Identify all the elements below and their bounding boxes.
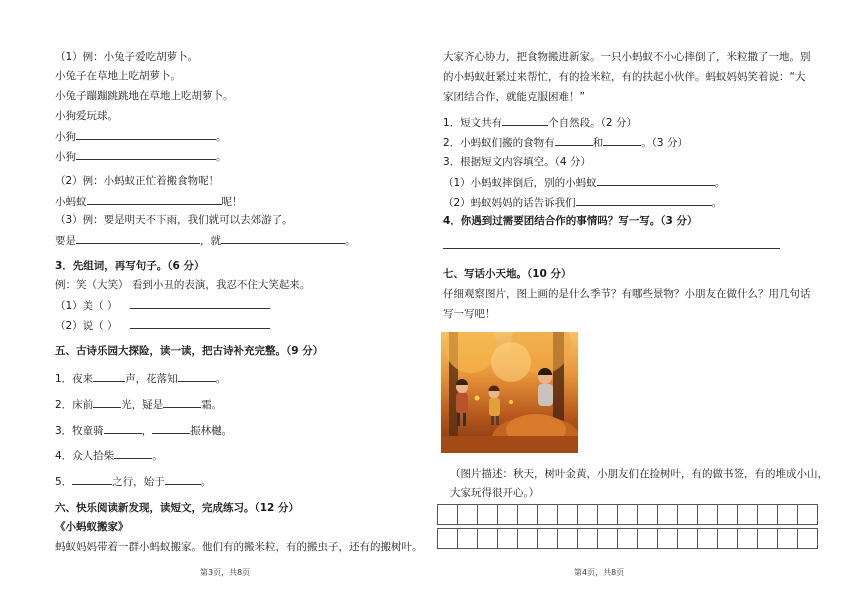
grid-cell[interactable] <box>558 529 578 549</box>
grid-cell[interactable] <box>738 529 758 549</box>
answer-blank[interactable] <box>93 371 125 382</box>
grid-cell[interactable] <box>438 529 458 549</box>
answer-blank[interactable] <box>178 371 216 382</box>
grid-cell[interactable] <box>718 505 738 525</box>
grid-cell[interactable] <box>798 505 818 525</box>
answer-blank[interactable] <box>163 397 201 408</box>
story-text: 蚂蚁妈妈带着一群小蚂蚁搬家。他们有的搬米粒，有的搬虫子，还有的搬树叶。 <box>55 541 423 553</box>
grid-row <box>438 505 818 525</box>
fill-suffix: 。 <box>216 131 227 143</box>
poem-text: 2．床前 <box>55 399 94 411</box>
grid-cell[interactable] <box>638 529 658 549</box>
text-line: 小狗爱玩球。 <box>55 110 118 122</box>
answer-blank[interactable] <box>597 175 715 186</box>
page-footer: 第3页，共8页 <box>200 568 251 577</box>
grid-row <box>438 529 818 549</box>
poem-line <box>55 448 163 463</box>
grid-cell[interactable] <box>538 529 558 549</box>
fill-line <box>55 194 243 209</box>
fill-suffix: 。 <box>216 151 227 163</box>
poem-line <box>55 423 232 438</box>
autumn-children-photo <box>441 332 578 453</box>
answer-blank[interactable] <box>104 423 142 434</box>
answer-blank[interactable] <box>114 448 152 459</box>
question-text: （1）小蚂蚁摔倒后，别的小蚂蚁 <box>443 177 597 189</box>
fill-suffix: 。 <box>345 235 356 247</box>
grid-cell[interactable] <box>438 505 458 525</box>
poem-text: 4．众人拾柴 <box>55 450 115 462</box>
fill-prefix: 小狗 <box>55 151 76 163</box>
grid-cell[interactable] <box>558 505 578 525</box>
answer-blank[interactable] <box>87 194 222 205</box>
example-3: （3）例：要是明天不下雨，我们就可以去郊游了。 <box>55 214 293 226</box>
answer-blank[interactable] <box>76 149 216 160</box>
answer-line[interactable] <box>443 248 780 249</box>
story-text: 家团结合作，就能克服困难！” <box>443 91 585 103</box>
grid-cell[interactable] <box>798 529 818 549</box>
fill-line <box>55 298 270 313</box>
grid-cell[interactable] <box>478 505 498 525</box>
section-title: 五、古诗乐园大探险，读一读，把古诗补充完整。（9 分） <box>55 345 324 357</box>
instructions: 仔细观察图片，图上画的是什么季节？有哪些景物？小朋友在做什么？用几句话 <box>443 288 811 300</box>
question-text: 和 <box>592 137 604 149</box>
answer-blank[interactable] <box>152 423 190 434</box>
poem-text: 霜。 <box>201 399 223 411</box>
grid-cell[interactable] <box>518 505 538 525</box>
image-caption: 大家玩得很开心。） <box>450 487 540 499</box>
fill-line <box>55 129 227 144</box>
question <box>443 115 637 130</box>
answer-blank[interactable] <box>72 474 112 485</box>
poem-text: 。 <box>215 373 227 385</box>
poem-text: 声，花落知 <box>125 373 178 385</box>
question-text: （2）蚂蚁妈妈的话告诉我们 <box>443 197 576 209</box>
page-footer: 第4页，共8页 <box>574 568 625 577</box>
grid-cell[interactable] <box>778 529 798 549</box>
fill-line <box>55 149 227 164</box>
answer-blank[interactable] <box>130 298 270 309</box>
grid-cell[interactable] <box>718 529 738 549</box>
grid-cell[interactable] <box>498 529 518 549</box>
poem-line <box>55 371 226 386</box>
grid-cell[interactable] <box>698 529 718 549</box>
grid-cell[interactable] <box>678 505 698 525</box>
story-text: 大家齐心协力，把食物搬进新家。一只小蚂蚁不小心摔倒了，米粒撒了一地。别 <box>443 51 811 63</box>
grid-cell[interactable] <box>478 529 498 549</box>
grid-cell[interactable] <box>738 505 758 525</box>
writing-grid[interactable] <box>437 504 818 549</box>
poem-text: 1．夜来 <box>55 373 94 385</box>
fill-prefix: 小狗 <box>55 131 76 143</box>
grid-cell[interactable] <box>598 529 618 549</box>
grid-cell[interactable] <box>578 505 598 525</box>
grid-cell[interactable] <box>758 505 778 525</box>
item-label: （2）说（ ） <box>55 320 118 332</box>
answer-blank[interactable] <box>576 195 712 206</box>
question-title: 4．你遇到过需要团结合作的事情吗？写一写。（3 分） <box>443 215 698 227</box>
question-title: 3．先组词，再写句子。（6 分） <box>55 260 205 272</box>
grid-cell[interactable] <box>618 529 638 549</box>
answer-blank[interactable] <box>76 233 200 244</box>
answer-blank[interactable] <box>502 115 548 126</box>
grid-cell[interactable] <box>678 529 698 549</box>
poem-text: 3．牧童骑 <box>55 425 104 437</box>
example-1: （1）例：小兔子爱吃胡萝卜。 <box>55 51 199 63</box>
answer-blank[interactable] <box>165 474 201 485</box>
grid-cell[interactable] <box>758 529 778 549</box>
question-text: 。（3 分） <box>641 137 688 149</box>
poem-text: 振林樾。 <box>190 425 233 437</box>
question <box>443 135 688 150</box>
example-2: （2）例：小蚂蚁正忙着搬食物呢！ <box>55 175 220 187</box>
fill-mid: ，就 <box>200 235 221 247</box>
answer-blank[interactable] <box>93 397 121 408</box>
instructions: 写一写吧！ <box>443 308 496 320</box>
question-text: 。 <box>711 197 723 209</box>
question: 3．根据短文内容填空。（4 分） <box>443 156 591 168</box>
poem-text: 。 <box>200 476 212 488</box>
grid-cell[interactable] <box>458 529 478 549</box>
section-title: 七、写话小天地。（10 分） <box>443 268 572 280</box>
section-title: 六、快乐阅读新发现，读短文，完成练习。（12 分） <box>55 502 300 514</box>
grid-cell[interactable] <box>658 529 678 549</box>
question-text: 。 <box>714 177 726 189</box>
question-text: 个自然段。（2 分） <box>548 117 637 129</box>
answer-blank[interactable] <box>76 129 216 140</box>
story-text: 的小蚂蚁赶紧过来帮忙，有的捡米粒，有的扶起小伙伴。蚂蚁妈妈笑着说：“大 <box>443 71 806 83</box>
fill-prefix: 小蚂蚁 <box>55 196 87 208</box>
grid-cell[interactable] <box>578 529 598 549</box>
item-label: （1）美（ ） <box>55 300 118 312</box>
grid-cell[interactable] <box>618 505 638 525</box>
answer-blank[interactable] <box>130 318 270 329</box>
question-text: 1．短文共有 <box>443 117 503 129</box>
grid-cell[interactable] <box>698 505 718 525</box>
fill-line <box>55 233 356 248</box>
fill-suffix: 呢！ <box>221 196 243 208</box>
grid-cell[interactable] <box>538 505 558 525</box>
question <box>443 195 722 210</box>
question-text: 2．小蚂蚁们搬的食物有 <box>443 137 555 149</box>
grid-cell[interactable] <box>498 505 518 525</box>
grid-cell[interactable] <box>518 529 538 549</box>
answer-blank[interactable] <box>555 135 593 146</box>
answer-blank[interactable] <box>221 233 345 244</box>
photo-illustration <box>441 332 578 453</box>
story-title: 《小蚂蚁搬家》 <box>55 521 129 533</box>
grid-cell[interactable] <box>658 505 678 525</box>
answer-blank[interactable] <box>603 135 641 146</box>
poem-text: 之行，始于 <box>112 476 165 488</box>
poem-text: 。 <box>152 450 163 462</box>
grid-cell[interactable] <box>458 505 478 525</box>
poem-text: 光，疑是 <box>121 399 164 411</box>
grid-cell[interactable] <box>638 505 658 525</box>
question <box>443 175 725 190</box>
poem-text: ， <box>141 425 153 437</box>
example: 例：笑（大笑） 看到小丑的表演，我忍不住大笑起来。 <box>55 279 311 291</box>
fill-line <box>55 318 270 333</box>
text-line: 小兔子在草地上吃胡萝卜。 <box>55 70 181 82</box>
poem-line <box>55 474 211 489</box>
poem-text: 5． <box>55 476 73 488</box>
poem-line <box>55 397 222 412</box>
image-caption: （图片描述：秋天，树叶金黄，小朋友们在捡树叶，有的做书签，有的堆成小山， <box>450 468 828 480</box>
grid-cell[interactable] <box>778 505 798 525</box>
fill-prefix: 要是 <box>55 235 76 247</box>
grid-cell[interactable] <box>598 505 618 525</box>
text-line: 小兔子蹦蹦跳跳地在草地上吃胡萝卜。 <box>55 90 234 102</box>
